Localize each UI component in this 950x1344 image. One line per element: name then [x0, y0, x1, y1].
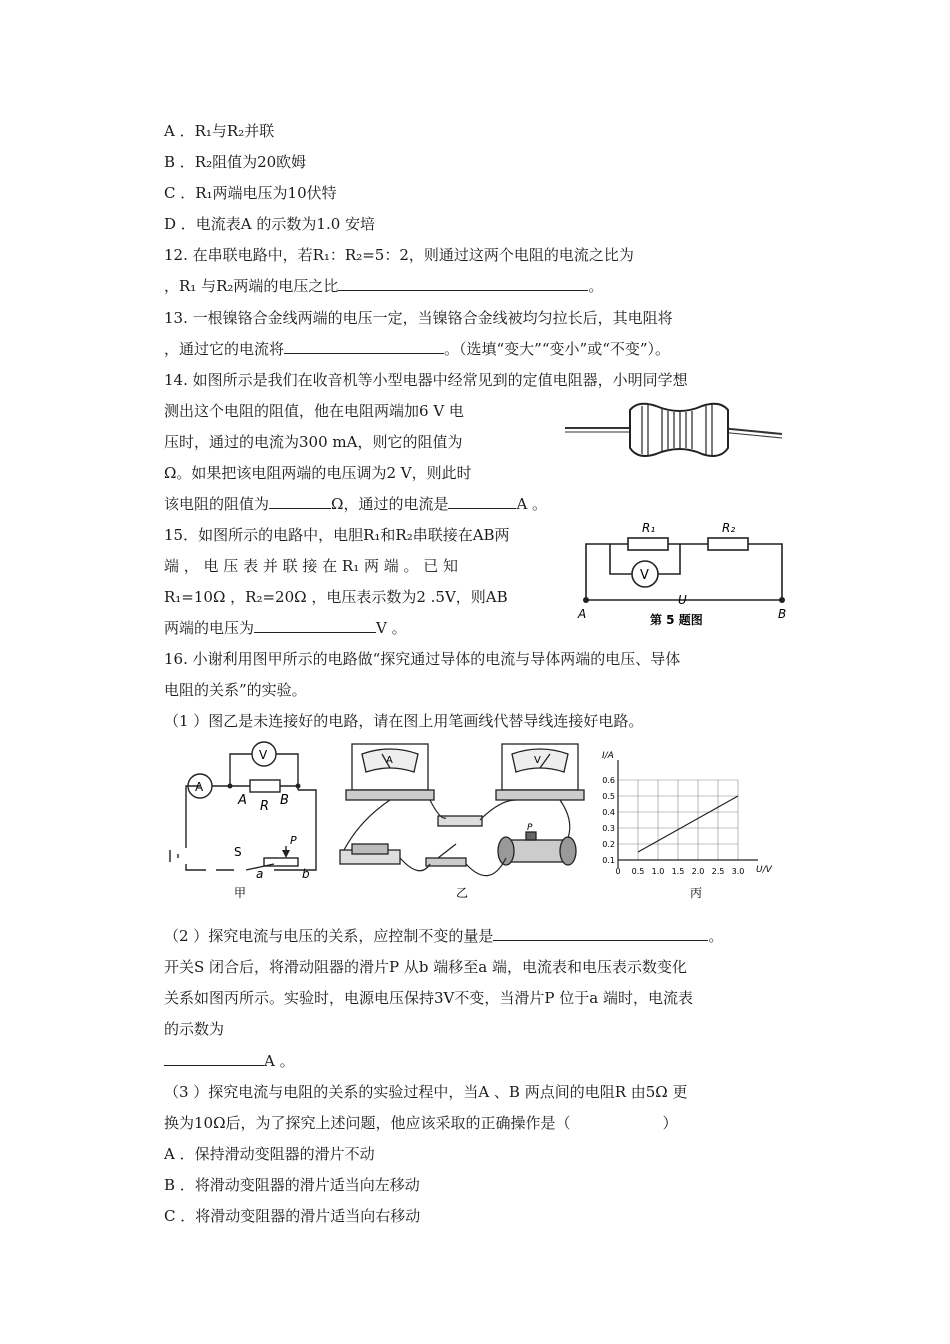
- jia-voltmeter-label: V: [259, 748, 268, 762]
- q14-line4: Ω。如果把该电阻两端的电压调为2 V，则此时: [164, 464, 472, 482]
- figure-jia: [166, 740, 328, 900]
- bing-xtick: 2.5: [711, 867, 725, 876]
- q15-line3: R₁=10Ω ，R₂=20Ω ，电压表示数为2 .5V，则AB: [164, 588, 508, 606]
- q15-line4: [164, 617, 407, 639]
- q11-option-a: A ．R₁与R₂并联: [164, 122, 275, 140]
- q16-part2-line2: 开关S 闭合后，将滑动阻器的滑片P 从b 端移至a 端，电流表和电压表示数变化: [164, 958, 687, 976]
- jia-point-a: A: [238, 793, 247, 808]
- figure-bing: [598, 740, 782, 900]
- q16-part1: （1 ）图乙是未连接好的电路，请在图上用笔画线代替导线连接好电路。: [164, 712, 644, 730]
- q13-end: 。（选填“变大”“变小”或“不变”）。: [444, 340, 671, 358]
- yi-ammeter-label: A: [386, 755, 393, 766]
- bing-xtick: 1.0: [651, 867, 665, 876]
- figure-yi: [330, 740, 590, 900]
- q14-text-b: Ω，通过的电流是: [331, 495, 449, 513]
- q16-part2-end: 。: [708, 927, 724, 945]
- bing-ytick: 0.4: [602, 808, 615, 817]
- q12-line2: [164, 275, 603, 297]
- q16-current-blank[interactable]: [164, 1050, 264, 1066]
- q16-part2: [164, 925, 723, 947]
- q14-current-blank[interactable]: [448, 493, 516, 509]
- q12-text: ，R₁ 与R₂两端的电压之比: [164, 277, 339, 295]
- q16-line2: 电阻的关系”的实验。: [164, 681, 307, 699]
- q16-part3-close: ）: [662, 1114, 678, 1132]
- q13-line2: [164, 338, 670, 360]
- bing-caption: 丙: [690, 886, 703, 900]
- bing-ytick: 0.6: [602, 776, 615, 785]
- bing-ytick: 0.1: [602, 856, 615, 865]
- q14-text-a: 该电阻的阻值为: [164, 495, 270, 513]
- q16-part3-line1: （3 ）探究电流与电阻的关系的实验过程中，当A 、B 两点间的电阻R 由5Ω 更: [164, 1083, 688, 1101]
- q16-part3-line2: [164, 1112, 678, 1134]
- jia-end-b: b: [302, 867, 310, 881]
- q15-circuit-figure: [572, 514, 792, 642]
- yi-voltmeter-label: V: [534, 755, 541, 766]
- jia-end-a: a: [256, 867, 264, 881]
- q15-point-a: A: [578, 607, 587, 621]
- q14-text-c: A 。: [516, 495, 548, 513]
- jia-slider-p: P: [290, 834, 297, 847]
- q15-r2-label: R₂: [722, 521, 736, 535]
- resistor-image: [560, 398, 790, 462]
- bing-ytick: 0.2: [602, 840, 615, 849]
- q11-option-b: B ．R₂阻值为20欧姆: [164, 153, 307, 171]
- q16-part3-text: 换为10Ω后，为了探究上述问题，他应该采取的正确操作是（: [164, 1114, 571, 1132]
- q14-line2: 测出这个电阻的阻值，他在电阻两端加6 V 电: [164, 402, 464, 420]
- q13-stem: 13. 一根镍铬合金线两端的电压一定，当镍铬合金线被均匀拉长后，其电阻将: [164, 309, 673, 327]
- q12-stem: 12. 在串联电路中，若R₁：R₂=5：2，则通过这两个电阻的电流之比为: [164, 246, 634, 264]
- q11-option-c: C ．R₁两端电压为10伏特: [164, 184, 337, 202]
- bing-xtick: 1.5: [671, 867, 685, 876]
- q16-option-c: C ．将滑动变阻器的滑片适当向右移动: [164, 1207, 421, 1225]
- q14-stem: 14. 如图所示是我们在收音机等小型电器中经常见到的定值电阻器，小明同学想: [164, 371, 688, 389]
- bing-grid: [618, 780, 738, 860]
- yi-caption: 乙: [456, 886, 469, 900]
- q16-option-b: B ．将滑动变阻器的滑片适当向左移动: [164, 1176, 420, 1194]
- yi-slider-p: P: [527, 823, 533, 833]
- q11-option-d: D ．电流表A 的示数为1.0 安培: [164, 215, 376, 233]
- q15-text: 两端的电压为: [164, 619, 255, 637]
- bing-xtick: 2.0: [691, 867, 705, 876]
- q16-part2-unit: A 。: [264, 1052, 295, 1070]
- bing-ytick: 0.5: [602, 792, 615, 801]
- q15-r1-label: R₁: [642, 521, 656, 535]
- bing-iu-line: [638, 796, 738, 852]
- q16-part2-line3: 关系如图丙所示。实验时，电源电压保持3V不变，当滑片P 位于a 端时，电流表: [164, 989, 693, 1007]
- q16-part2-blank[interactable]: [493, 925, 708, 941]
- bing-y-label: I/A: [602, 751, 614, 761]
- q12-answer-blank[interactable]: [338, 275, 588, 291]
- q12-end: 。: [588, 277, 604, 295]
- q15-answer-blank[interactable]: [254, 617, 376, 633]
- q15-voltmeter-label: V: [640, 568, 649, 583]
- q15-point-b: B: [778, 607, 787, 621]
- jia-switch-s: S: [234, 845, 242, 859]
- q13-text: ，通过它的电流将: [164, 340, 285, 358]
- q14-resistance-blank[interactable]: [269, 493, 331, 509]
- bing-xtick: 0.5: [631, 867, 645, 876]
- q16-option-a: A ．保持滑动变阻器的滑片不动: [164, 1145, 375, 1163]
- bing-x-label: U/V: [756, 865, 772, 875]
- jia-point-b: B: [280, 793, 289, 808]
- q15-u-label: U: [678, 593, 687, 607]
- q16-part2-text: （2 ）探究电流与电压的关系，应控制不变的量是: [164, 927, 494, 945]
- q16-part2-line5: [164, 1050, 295, 1072]
- jia-ammeter-label: A: [195, 780, 204, 794]
- jia-caption: 甲: [234, 886, 247, 900]
- jia-resistor-r: R: [260, 799, 270, 814]
- q15-end: V 。: [376, 619, 407, 637]
- q14-line5: [164, 493, 547, 515]
- q13-answer-blank[interactable]: [284, 338, 444, 354]
- bing-xtick: 3.0: [731, 867, 745, 876]
- q15-stem: 15．如图所示的电路中，电胆R₁和R₂串联接在AB两: [164, 526, 510, 544]
- q16-part2-line4: 的示数为: [164, 1020, 225, 1038]
- q15-line2: 端 ， 电 压 表 并 联 接 在 R₁ 两 端 。 已 知: [164, 557, 459, 575]
- bing-ytick: 0.3: [602, 824, 615, 833]
- bing-xtick: 0: [615, 867, 621, 876]
- q14-line3: 压时，通过的电流为300 mA，则它的阻值为: [164, 433, 463, 451]
- q16-stem: 16. 小谢利用图甲所示的电路做“探究通过导体的电流与导体两端的电压、导体: [164, 650, 681, 668]
- q15-fig-caption: 第 5 题图: [650, 613, 703, 627]
